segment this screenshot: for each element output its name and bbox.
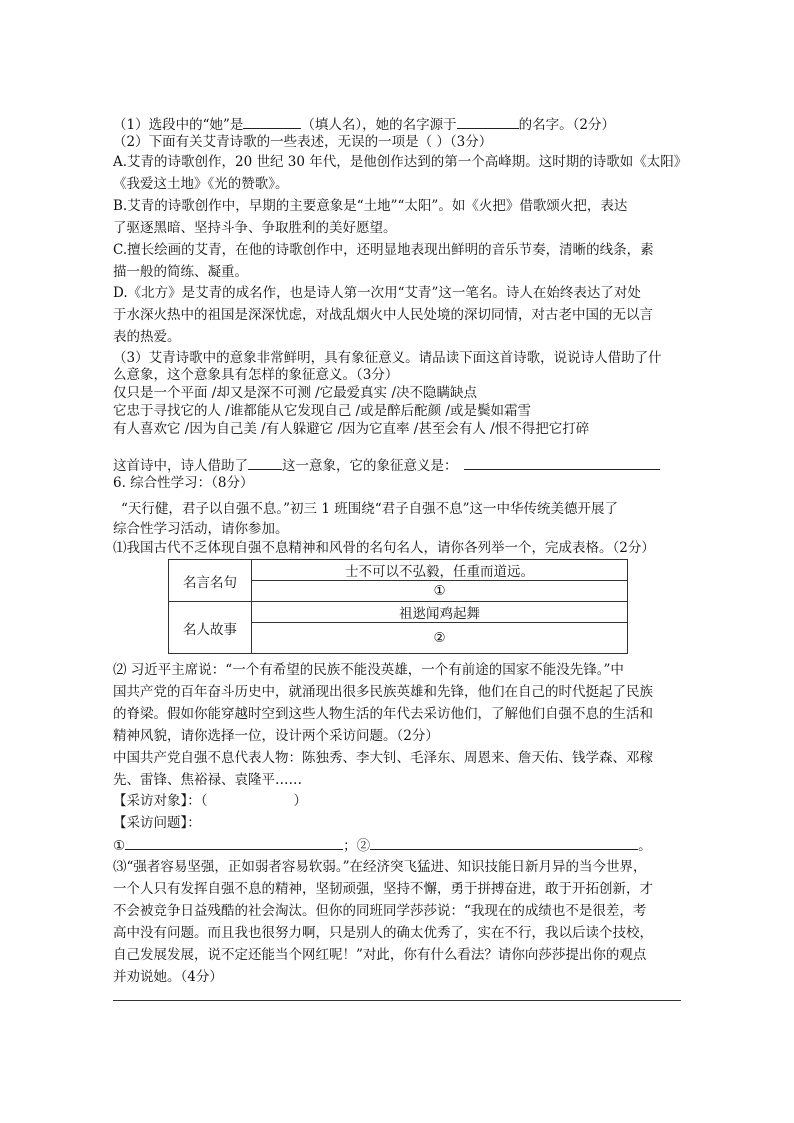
q2-option-c-line1: C.擅长绘画的艾青，在他的诗歌创作中，还明显地表现出鲜明的音乐节奏，清晰的线条，素 (113, 242, 654, 258)
answer-line[interactable] (113, 1000, 681, 1001)
q2-option-d-line3: 表的热爱。 (113, 329, 181, 345)
q1-text-1: （1）选段中的“她”是 (113, 117, 244, 133)
section-6-sub3-line5: 自己发展发展，说不定还能当个网红呢！”对此，你有什么看法？请你向莎莎提出你的观点 (113, 947, 647, 963)
interview-q1-marker: ① (113, 838, 126, 854)
interview-object-line (113, 792, 307, 810)
table-header-stories: 名人故事 (169, 602, 252, 654)
table-cell-story-answer[interactable]: ② (252, 623, 628, 654)
section-6-sub3-line6: 并劝说她。（4分） (113, 969, 223, 985)
interview-q1-blank[interactable] (125, 836, 343, 850)
q2-option-b-line2: 了驱逐黑暗、坚持斗争、争取胜利的美好愿望。 (113, 220, 397, 236)
interview-q-separator: ；② (343, 838, 371, 854)
section-6-sub3-line4: 高中没有问题。而且我也很努力啊，只是别人的确太优秀了，实在不行，我以后读个技校， (113, 925, 653, 941)
interview-object-close: ） (293, 793, 307, 809)
q3-poem-line1: 仅只是一个平面 /却又是深不可测 /它最爱真实 /决不隐瞒缺点 (113, 385, 478, 401)
section-6-sub2-line1: ⑵ 习近平主席说：“一个有希望的民族不能没英雄，一个有前途的国家不能没先锋。”中 (113, 662, 624, 678)
q3-answer-text-1: 这首诗中，诗人借助了 (113, 458, 248, 474)
table-cell-story-example: 祖逖闻鸡起舞 (252, 602, 628, 623)
section-6-sub2-line2: 国共产党的百年奋斗历史中，就涌现出很多民族英雄和先锋，他们在自己的时代挺起了民族 (113, 684, 653, 700)
q2-option-b-line1: B.艾青的诗歌创作中，早期的主要意象是“土地”“太阳”。如《火把》借歌颂火把，表达 (113, 198, 628, 214)
section-6-sub1-stem: ⑴我国古代不乏体现自强不息精神和风骨的名句名人，请你各列举一个，完成表格。（2分） (113, 540, 655, 556)
section-6-sub2-line3: 的脊梁。假如你能穿越时空到这些人物生活的年代去采访他们，了解他们自强不息的生活和 (113, 706, 653, 722)
q3-blank-image[interactable] (248, 456, 282, 470)
q1-line (113, 115, 615, 134)
q2-option-d-line2: 于水深火热中的祖国是深深忧虑，对战乱烟火中人民处境的深切同情，对古老中国的无以言 (113, 307, 653, 323)
interview-questions-label: 【采访问题】： (113, 815, 201, 831)
q1-text-2: （填人名），她的名字源于 (301, 117, 457, 133)
section-6-title: 6. 综合性学习：（8分） (113, 475, 254, 491)
q3-stem-line2: 么意象，这个意象具有怎样的象征意义。（3分） (113, 367, 399, 383)
interview-object-label: 【采访对象】：（ (113, 793, 208, 809)
q1-blank-source[interactable] (457, 115, 519, 129)
q2-option-a-line1: A.艾青的诗歌创作，20 世纪 30 年代，是他创作达到的第一个高峰期。这时期的诗歌如《太阳》 (113, 154, 688, 170)
table-header-quotes: 名言名句 (169, 560, 252, 602)
section-6-sub2-line6: 先、雷锋、焦裕禄、袁隆平…… (113, 772, 302, 788)
q2-option-d-line1: D.《北方》是艾青的成名作，也是诗人第一次用“艾青”这一笔名。诗人在始终表达了对处 (113, 285, 641, 301)
section-6-sub3-line1: ⑶“强者容易坚强，正如弱者容易软弱。”在经济突飞猛进、知识技能日新月异的当今世界， (113, 859, 647, 875)
section-6-sub2-line4: 精神风貌，请你选择一位，设计两个采访问题。（2分） (113, 728, 439, 744)
table-cell-quote-example: 士不可以不弘毅，任重而道远。 (252, 560, 628, 581)
q2-option-c-line2: 描一般的简练、凝重。 (113, 264, 248, 280)
interview-q2-blank[interactable] (370, 836, 638, 850)
q3-poem-line3: 有人喜欢它 /因为自己美 /有人躲避它 /因为它直率 /甚至会有人 /恨不得把它打碎 (113, 421, 590, 437)
q3-blank-meaning[interactable] (464, 456, 660, 470)
section-6-sub3-line3: 不会被竞争日益残酷的社会淘汰。但你的同班同学莎莎说：“我现在的成绩也不是很差，考 (113, 903, 647, 919)
interview-questions-line (113, 836, 652, 855)
q2-stem: （2）下面有关艾青诗歌的一些表述，无误的一项是（ ）（3分） (113, 134, 493, 150)
q2-option-a-line2: 《我爱这土地》《光的赞歌》。 (113, 176, 289, 192)
quotes-table (168, 559, 628, 654)
section-6-sub3-line2: 一个人只有发挥自强不息的精神，坚韧顽强，坚持不懈，勇于拼搏奋进，敢于开拓创新，才 (113, 881, 653, 897)
table-cell-quote-answer[interactable]: ① (252, 581, 628, 602)
section-6-sub2-line5: 中国共产党自强不息代表人物：陈独秀、李大钊、毛泽东、周恩来、詹天佑、钱学森、邓稼 (113, 750, 653, 766)
q3-answer-text-2: 这一意象，它的象征意义是： (282, 458, 458, 474)
q3-stem-line1: （3）艾青诗歌中的意象非常鲜明，具有象征意义。请品读下面这首诗歌，说说诗人借助了什 (113, 350, 662, 366)
q3-answer-line (113, 456, 660, 475)
q3-poem-line2: 它忠于寻找它的人 /谁都能从它发现自己 /或是醉后酡颜 /或是鬓如霜雪 (113, 403, 532, 419)
q1-blank-name[interactable] (243, 115, 301, 129)
section-6-intro-line1: “天行健，君子以自强不息。”初三 1 班围绕“君子自强不息”这一中华传统美德开展了 (121, 501, 619, 517)
section-6-intro-line2: 综合性学习活动，请你参加。 (113, 521, 289, 537)
q1-text-3: 的名字。（2分） (518, 117, 615, 133)
interview-q-end: 。 (638, 838, 652, 854)
